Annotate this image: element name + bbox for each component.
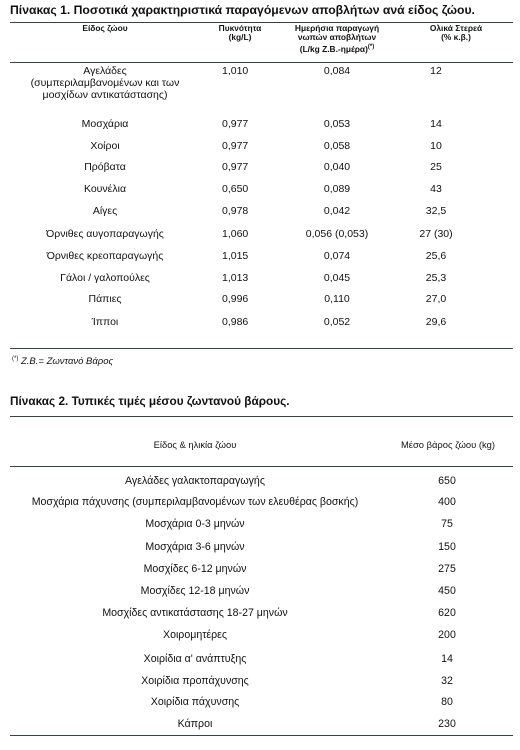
header-daily-footnote-mark: (*)	[367, 43, 375, 50]
cell-solids: 12	[430, 65, 442, 77]
header-species-text: Είδος ζώου	[82, 23, 128, 33]
cell-daily: 0,074	[323, 250, 351, 262]
header-daily-line2: νωπών αποβλήτων	[297, 32, 377, 43]
table1-header-species	[10, 24, 200, 33]
cell-species: Χοίροι	[90, 140, 120, 152]
footnote-text: Ζ.Β.= Ζωντανό Βάρος	[18, 356, 114, 368]
cell-density: 1,060	[222, 228, 249, 240]
table1-title: Πίνακας 1. Ποσοτικά χαρακτηριστικά παραγόμενων αποβλήτων ανά είδος ζώου.	[10, 3, 475, 17]
cell-density: 1,010	[222, 65, 249, 77]
footnote-mark: (*)	[12, 356, 19, 362]
cell-daily: 0,089	[323, 183, 351, 195]
table1-header-daily	[278, 24, 396, 54]
table2-bottom-rule	[10, 735, 513, 736]
cell-type: Χοιρίδια προπάχυνσης	[141, 675, 249, 687]
cell-species: Ίπποι	[91, 316, 119, 328]
cell-type: Χοιρίδια πάχυνσης	[150, 696, 240, 708]
cell-solids: 27 (30)	[419, 228, 453, 240]
cell-weight: 230	[438, 718, 456, 730]
cell-species: Πάπιες	[88, 293, 122, 305]
cell-density: 0,996	[222, 293, 249, 305]
table2-header-weight: Μέσο βάρος ζώου (kg)	[401, 439, 495, 450]
table2-header-type: Είδος & ηλικία ζώου	[153, 439, 237, 450]
table2-header-rule	[10, 466, 513, 467]
cell-species: Γάλοι / γαλοπούλες	[60, 272, 150, 284]
cell-type: Χοιρίδια α' ανάπτυξης	[143, 653, 247, 665]
cell-species-line: μοσχίδων αντικατάστασης)	[42, 89, 168, 101]
cell-density: 0,977	[222, 118, 249, 130]
cell-solids: 27,0	[425, 293, 447, 305]
cell-solids: 25,3	[425, 272, 447, 284]
cell-daily: 0,042	[323, 205, 351, 217]
cell-weight: 400	[438, 496, 456, 508]
cell-solids: 14	[430, 118, 442, 130]
cell-type: Μοσχάρια 3-6 μηνών	[145, 541, 245, 553]
cell-type: Μοσχάρια 0-3 μηνών	[145, 518, 245, 530]
header-daily-line1: Ημερήσια παραγωγή	[294, 23, 380, 33]
cell-type: Μοσχίδες 12-18 μηνών	[140, 585, 250, 597]
header-solids-line1: Ολικά Στερεά	[429, 23, 483, 33]
cell-weight: 650	[438, 475, 456, 487]
cell-weight: 200	[438, 629, 456, 641]
cell-density: 1,013	[222, 272, 249, 284]
table1-header-solids	[396, 24, 516, 43]
cell-type: Μοσχάρια πάχυνσης (συμπεριλαμβανομένων των ελευθέρας βοσκής)	[31, 496, 359, 508]
table2-top-rule	[10, 416, 513, 417]
table2-title: Πίνακας 2. Τυπικές τιμές μέσου ζωντανού βάρους.	[10, 394, 290, 408]
cell-solids: 25	[430, 161, 442, 173]
cell-species: Όρνιθες κρεοπαραγωγής	[46, 250, 164, 262]
cell-type: Χοιρομητέρες	[163, 629, 227, 641]
table1-header-rule	[10, 62, 513, 63]
cell-type: Κάπροι	[177, 718, 213, 730]
table1-bottom-rule	[10, 348, 513, 349]
header-daily-line3	[278, 43, 396, 54]
cell-daily: 0,040	[323, 161, 351, 173]
cell-species: Μοσχάρια	[81, 118, 129, 130]
header-solids-line2: (% κ.β.)	[441, 32, 471, 43]
cell-density: 0,650	[222, 183, 249, 195]
cell-density: 0,978	[222, 205, 249, 217]
cell-species-line: Αγελάδες	[83, 65, 127, 77]
cell-daily: 0,084	[323, 65, 351, 77]
cell-weight: 450	[438, 585, 456, 597]
cell-type: Μοσχίδες αντικατάστασης 18-27 μηνών	[102, 607, 288, 619]
cell-daily: 0,110	[324, 293, 350, 305]
cell-weight: 620	[438, 607, 456, 619]
cell-species: Πρόβατα	[84, 161, 126, 173]
cell-daily: 0,056 (0,053)	[305, 228, 369, 240]
cell-solids: 29,6	[425, 316, 447, 328]
cell-weight: 80	[441, 696, 453, 708]
cell-type: Μοσχίδες 6-12 μηνών	[143, 563, 247, 575]
cell-species: Όρνιθες αυγοπαραγωγής	[46, 228, 164, 240]
cell-density: 1,015	[222, 250, 249, 262]
cell-solids: 25,6	[425, 250, 447, 262]
cell-species: Κουνέλια	[83, 183, 127, 195]
cell-density: 0,977	[222, 140, 249, 152]
cell-weight: 275	[438, 563, 456, 575]
cell-solids: 43	[430, 183, 442, 195]
cell-solids: 32,5	[425, 205, 447, 217]
table1-header-density	[200, 24, 280, 43]
table1-footnote	[12, 356, 113, 367]
cell-type: Αγελάδες γαλακτοπαραγωγής	[125, 475, 265, 487]
cell-weight: 150	[438, 541, 456, 553]
cell-species	[10, 65, 200, 101]
cell-weight: 14	[441, 653, 453, 665]
cell-daily: 0,058	[323, 140, 351, 152]
header-density-line1: Πυκνότητα	[218, 23, 262, 33]
cell-solids: 10	[430, 140, 442, 152]
cell-daily: 0,052	[323, 316, 351, 328]
cell-weight: 32	[441, 675, 453, 687]
header-density-line2: (kg/L)	[228, 32, 252, 43]
cell-weight: 75	[441, 518, 453, 530]
cell-species-line: (συμπεριλαμβανομένων και των	[30, 77, 180, 89]
cell-density: 0,986	[222, 316, 249, 328]
cell-daily: 0,053	[323, 118, 351, 130]
header-daily-unit: (L/kg Ζ.Β.-ημέρα)	[299, 43, 368, 54]
cell-species: Αίγες	[92, 205, 118, 217]
cell-density: 0,977	[222, 161, 249, 173]
cell-daily: 0,045	[323, 272, 351, 284]
